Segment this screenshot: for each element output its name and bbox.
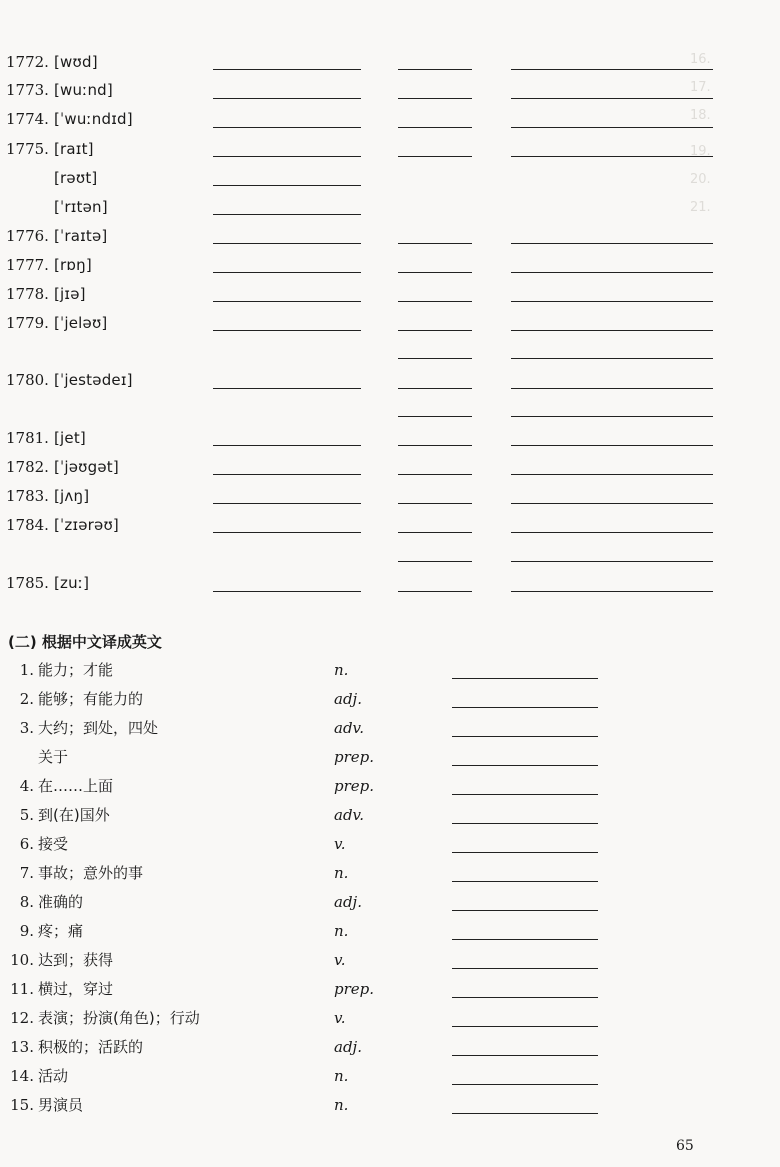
answer-blank-pos[interactable] xyxy=(398,330,472,331)
item-number: 1. xyxy=(19,661,34,679)
answer-blank[interactable] xyxy=(452,939,598,940)
answer-blank-word[interactable] xyxy=(213,185,361,186)
part-of-speech: v. xyxy=(334,1009,346,1027)
answer-blank-meaning[interactable] xyxy=(511,69,713,70)
phonetic-transcription: [ˈzɪərəʊ] xyxy=(54,516,119,534)
item-number: 1778. xyxy=(6,285,49,303)
answer-blank-pos[interactable] xyxy=(398,503,472,504)
page-number: 65 xyxy=(676,1138,694,1154)
chinese-meaning: 表演；扮演(角色)；行动 xyxy=(38,1009,200,1027)
phonetic-transcription: [wʊd] xyxy=(54,53,98,71)
item-number: 2. xyxy=(19,690,34,708)
show-through-text: 16. xyxy=(690,52,711,67)
answer-blank-meaning[interactable] xyxy=(511,532,713,533)
answer-blank-word[interactable] xyxy=(213,243,361,244)
item-number: 1777. xyxy=(6,256,49,274)
transcription-row xyxy=(0,426,780,450)
answer-blank-pos[interactable] xyxy=(398,272,472,273)
transcription-row xyxy=(0,137,780,161)
part-of-speech: n. xyxy=(334,922,349,940)
section-title: (二) 根据中文译成英文 xyxy=(8,633,162,651)
answer-blank[interactable] xyxy=(452,1026,598,1027)
transcription-row xyxy=(0,282,780,306)
answer-blank[interactable] xyxy=(452,881,598,882)
item-number: 10. xyxy=(10,951,34,969)
transcription-row xyxy=(0,166,780,190)
answer-blank-meaning[interactable] xyxy=(511,330,713,331)
answer-blank-pos[interactable] xyxy=(398,532,472,533)
answer-blank-meaning[interactable] xyxy=(511,416,713,417)
answer-blank-meaning[interactable] xyxy=(511,445,713,446)
phonetic-transcription: [ˈrɪtən] xyxy=(54,198,108,216)
answer-blank-pos[interactable] xyxy=(398,69,472,70)
part-of-speech: adj. xyxy=(334,1038,362,1056)
answer-blank-meaning[interactable] xyxy=(511,272,713,273)
chinese-meaning: 能够；有能力的 xyxy=(38,690,144,708)
translation-row xyxy=(0,1064,780,1088)
answer-blank-meaning[interactable] xyxy=(511,98,713,99)
phonetic-transcription: [wuːnd] xyxy=(54,81,113,99)
answer-blank[interactable] xyxy=(452,765,598,766)
answer-blank[interactable] xyxy=(452,1084,598,1085)
answer-blank-pos[interactable] xyxy=(398,474,472,475)
answer-blank-pos[interactable] xyxy=(398,358,472,359)
translation-row xyxy=(0,832,780,856)
phonetic-transcription: [raɪt] xyxy=(54,140,94,158)
phonetic-transcription: [jʌŋ] xyxy=(54,487,90,505)
item-number: 4. xyxy=(19,777,34,795)
item-number: 5. xyxy=(19,806,34,824)
answer-blank-meaning[interactable] xyxy=(511,127,713,128)
answer-blank-pos[interactable] xyxy=(398,416,472,417)
translation-row xyxy=(0,716,780,740)
part-of-speech: adv. xyxy=(334,806,365,824)
transcription-row xyxy=(0,78,780,102)
phonetic-transcription: [rɒŋ] xyxy=(54,256,92,274)
item-number: 6. xyxy=(19,835,34,853)
item-number: 1783. xyxy=(6,487,49,505)
part-of-speech: v. xyxy=(334,835,346,853)
transcription-row xyxy=(0,368,780,392)
part-of-speech: n. xyxy=(334,1067,349,1085)
answer-blank-meaning[interactable] xyxy=(511,301,713,302)
answer-blank-word[interactable] xyxy=(213,301,361,302)
answer-blank[interactable] xyxy=(452,968,598,969)
show-through-text: 19. xyxy=(690,144,711,159)
part-of-speech: n. xyxy=(334,1096,349,1114)
answer-blank-word[interactable] xyxy=(213,474,361,475)
answer-blank-pos[interactable] xyxy=(398,243,472,244)
answer-blank-meaning[interactable] xyxy=(511,474,713,475)
answer-blank-word[interactable] xyxy=(213,156,361,157)
phonetic-transcription: [ˈwuːndɪd] xyxy=(54,110,133,128)
part-of-speech: adj. xyxy=(334,690,362,708)
phonetic-transcription: [rəʊt] xyxy=(54,169,98,187)
transcription-row xyxy=(0,224,780,248)
item-number: 1776. xyxy=(6,227,49,245)
answer-blank-pos[interactable] xyxy=(398,388,472,389)
phonetic-transcription: [jet] xyxy=(54,429,86,447)
answer-blank-word[interactable] xyxy=(213,127,361,128)
part-of-speech: prep. xyxy=(334,777,375,795)
answer-blank[interactable] xyxy=(452,794,598,795)
show-through-text: 21. xyxy=(690,200,711,215)
answer-blank-meaning[interactable] xyxy=(511,156,713,157)
answer-blank[interactable] xyxy=(452,1113,598,1114)
transcription-row xyxy=(0,253,780,277)
translation-row xyxy=(0,948,780,972)
answer-blank-meaning[interactable] xyxy=(511,243,713,244)
item-number: 13. xyxy=(10,1038,34,1056)
answer-blank[interactable] xyxy=(452,997,598,998)
answer-blank-pos[interactable] xyxy=(398,591,472,592)
part-of-speech: n. xyxy=(334,661,349,679)
phonetic-transcription: [ˈjeləʊ] xyxy=(54,314,108,332)
translation-row xyxy=(0,774,780,798)
item-number: 1782. xyxy=(6,458,49,476)
answer-blank[interactable] xyxy=(452,823,598,824)
answer-blank-word[interactable] xyxy=(213,532,361,533)
item-number: 1780. xyxy=(6,371,49,389)
phonetic-transcription: [ˈraɪtə] xyxy=(54,227,108,245)
item-number: 1779. xyxy=(6,314,49,332)
chinese-meaning: 接受 xyxy=(38,835,69,853)
part-of-speech: n. xyxy=(334,864,349,882)
chinese-meaning: 能力；才能 xyxy=(38,661,114,679)
answer-blank-pos[interactable] xyxy=(398,301,472,302)
translation-row xyxy=(0,687,780,711)
answer-blank-word[interactable] xyxy=(213,272,361,273)
chinese-meaning: 事故；意外的事 xyxy=(38,864,144,882)
translation-row xyxy=(0,745,780,769)
translation-row xyxy=(0,1006,780,1030)
item-number: 1772. xyxy=(6,53,49,71)
item-number: 15. xyxy=(10,1096,34,1114)
answer-blank-word[interactable] xyxy=(213,69,361,70)
chinese-meaning: 在……上面 xyxy=(38,777,114,795)
item-number: 14. xyxy=(10,1067,34,1085)
item-number: 7. xyxy=(19,864,34,882)
show-through-text: 18. xyxy=(690,108,711,123)
answer-blank-pos[interactable] xyxy=(398,156,472,157)
item-number: 8. xyxy=(19,893,34,911)
chinese-meaning: 积极的；活跃的 xyxy=(38,1038,144,1056)
transcription-row xyxy=(0,484,780,508)
translation-row xyxy=(0,803,780,827)
answer-blank[interactable] xyxy=(452,852,598,853)
phonetic-transcription: [zuː] xyxy=(54,574,90,592)
answer-blank-meaning[interactable] xyxy=(511,503,713,504)
item-number: 1775. xyxy=(6,140,49,158)
chinese-meaning: 横过，穿过 xyxy=(38,980,114,998)
part-of-speech: v. xyxy=(334,951,346,969)
transcription-row xyxy=(0,455,780,479)
answer-blank[interactable] xyxy=(452,678,598,679)
phonetic-transcription: [ˈjəʊgət] xyxy=(54,458,119,476)
answer-blank[interactable] xyxy=(452,910,598,911)
chinese-meaning: 关于 xyxy=(38,748,69,766)
answer-blank-meaning[interactable] xyxy=(511,358,713,359)
transcription-row xyxy=(0,50,780,74)
transcription-row xyxy=(0,195,780,219)
answer-blank-word[interactable] xyxy=(213,388,361,389)
show-through-text: 17. xyxy=(690,80,711,95)
answer-blank-pos[interactable] xyxy=(398,445,472,446)
translation-row xyxy=(0,919,780,943)
translation-row xyxy=(0,1035,780,1059)
part-of-speech: adv. xyxy=(334,719,365,737)
transcription-row xyxy=(0,311,780,335)
answer-blank[interactable] xyxy=(452,707,598,708)
item-number: 1784. xyxy=(6,516,49,534)
chinese-meaning: 疼；痛 xyxy=(38,922,84,940)
item-number: 3. xyxy=(19,719,34,737)
translation-row xyxy=(0,658,780,682)
phonetic-transcription: [jɪə] xyxy=(54,285,86,303)
chinese-meaning: 活动 xyxy=(38,1067,69,1085)
item-number: 1785. xyxy=(6,574,49,592)
answer-blank-pos[interactable] xyxy=(398,98,472,99)
answer-blank-word[interactable] xyxy=(213,503,361,504)
answer-blank-word[interactable] xyxy=(213,98,361,99)
answer-blank-word[interactable] xyxy=(213,445,361,446)
translation-row xyxy=(0,890,780,914)
answer-blank-pos[interactable] xyxy=(398,561,472,562)
chinese-meaning: 男演员 xyxy=(38,1096,84,1114)
answer-blank-word[interactable] xyxy=(213,214,361,215)
item-number: 1773. xyxy=(6,81,49,99)
answer-blank-pos[interactable] xyxy=(398,127,472,128)
show-through-text: 20. xyxy=(690,172,711,187)
answer-blank-word[interactable] xyxy=(213,591,361,592)
part-of-speech: prep. xyxy=(334,748,375,766)
chinese-meaning: 准确的 xyxy=(38,893,84,911)
transcription-row xyxy=(0,107,780,131)
item-number: 11. xyxy=(10,980,34,998)
answer-blank[interactable] xyxy=(452,736,598,737)
translation-row xyxy=(0,977,780,1001)
item-number: 1781. xyxy=(6,429,49,447)
chinese-meaning: 达到；获得 xyxy=(38,951,114,969)
answer-blank-meaning[interactable] xyxy=(511,591,713,592)
chinese-meaning: 大约；到处，四处 xyxy=(38,719,159,737)
part-of-speech: prep. xyxy=(334,980,375,998)
answer-blank[interactable] xyxy=(452,1055,598,1056)
item-number: 9. xyxy=(19,922,34,940)
translation-row xyxy=(0,861,780,885)
item-number: 12. xyxy=(10,1009,34,1027)
chinese-meaning: 到(在)国外 xyxy=(38,806,110,824)
item-number: 1774. xyxy=(6,110,49,128)
transcription-row xyxy=(0,513,780,537)
answer-blank-meaning[interactable] xyxy=(511,388,713,389)
part-of-speech: adj. xyxy=(334,893,362,911)
phonetic-transcription: [ˈjestədeɪ] xyxy=(54,371,133,389)
transcription-row xyxy=(0,571,780,595)
answer-blank-word[interactable] xyxy=(213,330,361,331)
translation-row xyxy=(0,1093,780,1117)
answer-blank-meaning[interactable] xyxy=(511,561,713,562)
